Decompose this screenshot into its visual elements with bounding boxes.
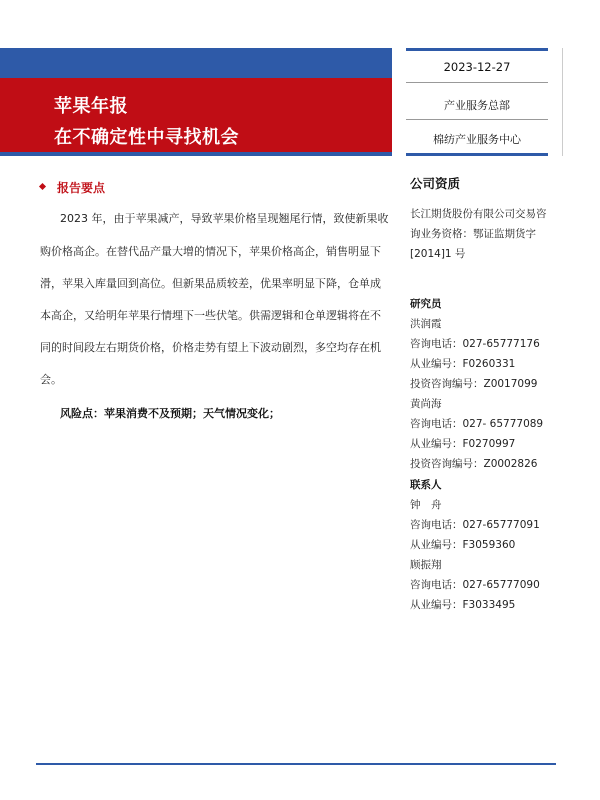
summary-paragraph-line: 购价格高企。在替代品产量大增的情况下，苹果价格高企，销售明显下 <box>40 245 381 258</box>
diamond-bullet-icon <box>39 183 46 190</box>
report-date: 2023-12-27 <box>443 60 511 74</box>
researcher-license: 从业编号：F0270997 <box>410 438 516 450</box>
info-box-edge <box>562 48 563 156</box>
company-description: [2014]1 号 <box>410 248 466 260</box>
contact-name: 顾振翔 <box>410 559 442 571</box>
center-label: 棉纺产业服务中心 <box>433 133 521 146</box>
header-red-banner <box>0 78 392 156</box>
info-divider <box>406 119 548 120</box>
researcher-license: 从业编号：F0260331 <box>410 358 516 370</box>
researchers-heading: 研究员 <box>410 298 442 310</box>
summary-paragraph-line: 同的时间段左右期货价格，价格走势有望上下波动剧烈，多空均存在机 <box>40 341 381 354</box>
summary-heading <box>40 179 105 196</box>
info-divider <box>406 82 548 83</box>
risk-points: 风险点：苹果消费不及预期；天气情况变化； <box>60 407 280 420</box>
researcher-phone: 咨询电话：027- 65777089 <box>410 418 544 430</box>
summary-paragraph-line: 2023 年，由于苹果减产，导致苹果价格呈现翘尾行情，致使新果收 <box>60 212 389 225</box>
summary-paragraph-line: 滑，苹果入库量回到高位。但新果品质较差，优果率明显下降，仓单成 <box>40 277 381 290</box>
header-blue-band <box>0 48 392 78</box>
contact-name: 钟 舟 <box>410 499 442 511</box>
department-label: 产业服务总部 <box>444 99 510 112</box>
company-description: 长江期货股份有限公司交易咨 <box>410 208 547 220</box>
contacts-heading: 联系人 <box>410 479 442 491</box>
summary-heading-text: 报告要点 <box>57 181 106 195</box>
report-title: 苹果年报 <box>54 96 128 117</box>
contact-phone: 咨询电话：027-65777090 <box>410 579 540 591</box>
researcher-phone: 咨询电话：027-65777176 <box>410 338 540 350</box>
summary-paragraph-line: 会。 <box>40 373 62 386</box>
report-info-box <box>406 48 548 156</box>
researcher-name: 洪润霞 <box>410 318 442 330</box>
company-description: 询业务资格：鄂证监期货字 <box>410 228 536 240</box>
footer-divider <box>36 763 556 765</box>
company-heading: 公司资质 <box>410 176 461 191</box>
researcher-name: 黄尚海 <box>410 398 442 410</box>
contact-license: 从业编号：F3033495 <box>410 599 516 611</box>
contact-phone: 咨询电话：027-65777091 <box>410 519 540 531</box>
contact-license: 从业编号：F3059360 <box>410 539 516 551</box>
researcher-invest-id: 投资咨询编号：Z0002826 <box>410 458 538 470</box>
researcher-invest-id: 投资咨询编号：Z0017099 <box>410 378 538 390</box>
report-subtitle: 在不确定性中寻找机会 <box>54 127 239 148</box>
summary-paragraph-line: 本高企，又给明年苹果行情埋下一些伏笔。供需逻辑和仓单逻辑将在不 <box>40 309 381 322</box>
